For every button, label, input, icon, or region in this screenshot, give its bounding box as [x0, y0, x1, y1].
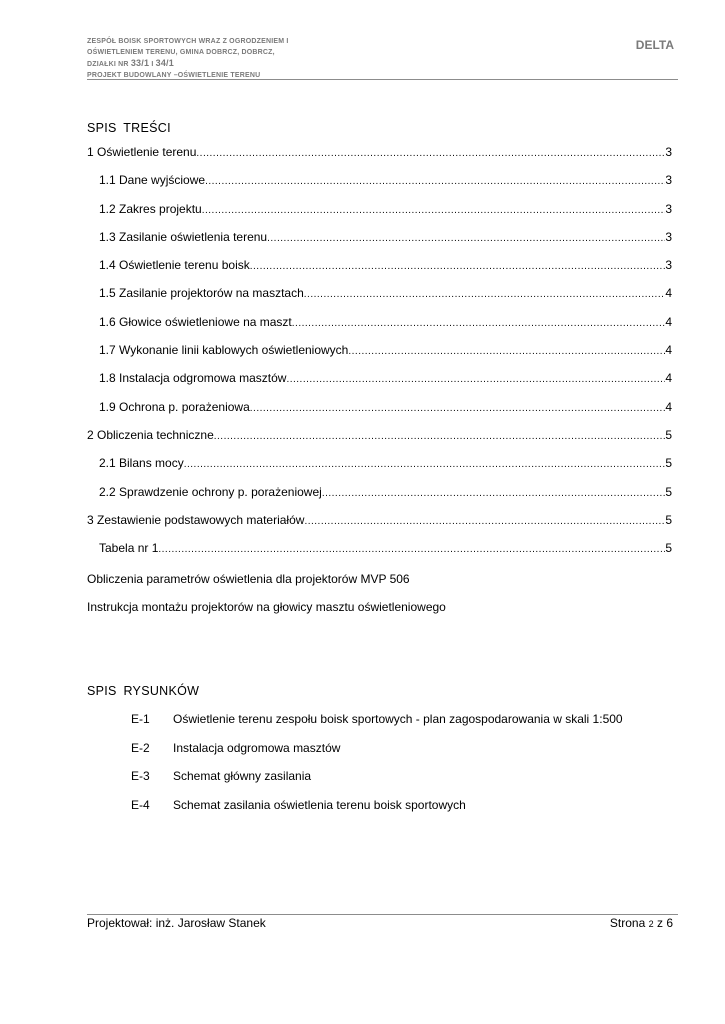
header-line-4: PROJEKT BUDOWLANY –OŚWIETLENIE TERENU	[87, 72, 261, 79]
toc-title: SPIS TREŚCI	[87, 121, 171, 135]
header-plot-label: DZIAŁKI NR	[87, 61, 129, 68]
toc-entry-page: 4	[665, 286, 672, 301]
header-line-1: ZESPÓŁ BOISK SPORTOWYCH WRAZ Z OGRODZENIEM I	[87, 38, 289, 45]
page-header	[87, 36, 678, 81]
header-divider	[87, 79, 678, 80]
toc-entry-page: 5	[665, 456, 672, 471]
toc-leader	[184, 459, 666, 470]
figure-title: Schemat zasilania oświetlenia terenu boisk sportowych	[173, 797, 466, 812]
toc-entry	[87, 343, 672, 371]
toc-leader	[205, 176, 665, 187]
figure-code: E-2	[131, 740, 150, 755]
page-separator: z	[656, 916, 663, 930]
figure-code: E-3	[131, 769, 150, 783]
toc-entry	[87, 371, 672, 399]
table-of-contents	[87, 145, 672, 569]
page-total: 6	[666, 916, 673, 930]
toc-leader	[292, 318, 666, 329]
figure-item	[131, 712, 623, 741]
figure-title: Oświetlenie terenu zespołu boisk sportowych - plan zagospodarowania w skali 1:500	[173, 712, 623, 726]
figure-title: Schemat główny zasilania	[173, 769, 312, 783]
header-line-2: OŚWIETLENIEM TERENU, GMINA DOBRCZ, DOBRCZ,	[87, 49, 275, 56]
toc-leader	[214, 431, 666, 442]
toc-extra-calculations: Obliczenia parametrów oświetlenia dla projektorów MVP 506	[87, 572, 410, 586]
toc-entry	[87, 173, 672, 201]
toc-entry-page: 3	[665, 201, 672, 216]
toc-entry-title: 2 Obliczenia techniczne	[87, 427, 214, 442]
header-line-3	[87, 58, 678, 70]
figure-code: E-1	[131, 712, 150, 726]
toc-entry-page: 3	[665, 145, 672, 159]
toc-entry-title: 3 Zestawienie podstawowych materiałów	[87, 512, 305, 527]
toc-entry-title: 1.4 Oświetlenie terenu boisk	[99, 258, 250, 273]
toc-entry-page: 5	[665, 484, 672, 499]
toc-entry	[87, 286, 672, 314]
toc-entry-title: 1.6 Głowice oświetleniowe na maszt	[99, 314, 292, 329]
toc-entry-page: 4	[665, 399, 672, 414]
figures-list	[131, 712, 623, 826]
toc-entry-title: 1.8 Instalacja odgromowa masztów	[99, 371, 287, 386]
header-plot-and: I	[151, 61, 154, 68]
toc-entry-title: 1.7 Wykonanie linii kablowych oświetleniowych	[99, 343, 349, 358]
toc-entry	[87, 541, 672, 569]
toc-leader	[250, 261, 666, 272]
toc-leader	[304, 516, 665, 527]
footer-divider	[87, 914, 678, 915]
toc-entry-title: 2.2 Sprawdzenie ochrony p. porażeniowej	[99, 484, 322, 499]
toc-entry-title: 1.1 Dane wyjściowe	[99, 173, 206, 188]
toc-entry-title: 1.2 Zakres projektu	[99, 201, 202, 216]
toc-entry	[87, 258, 672, 286]
toc-leader	[286, 374, 665, 385]
toc-entry-page: 4	[665, 371, 672, 386]
toc-entry-title: 1.3 Zasilanie oświetlenia terenu	[99, 229, 268, 244]
page-label: Strona	[609, 916, 646, 930]
figure-title: Instalacja odgromowa masztów	[173, 740, 341, 755]
toc-entry	[87, 230, 672, 258]
toc-leader	[250, 403, 666, 414]
toc-leader	[304, 289, 666, 300]
toc-entry-title: Tabela nr 1	[99, 541, 159, 556]
page-current: 2	[648, 919, 654, 929]
figure-item	[131, 769, 623, 798]
toc-entry	[87, 400, 672, 428]
toc-leader	[348, 346, 665, 357]
toc-entry-title: 1 Oświetlenie terenu	[87, 145, 197, 159]
toc-entry	[87, 485, 672, 513]
figure-code: E-4	[131, 797, 150, 812]
toc-leader	[267, 233, 665, 244]
toc-leader	[202, 205, 666, 216]
toc-leader	[158, 544, 665, 555]
figure-item	[131, 798, 623, 827]
toc-entry-title: 2.1 Bilans mocy	[99, 456, 184, 471]
footer-page-number	[610, 916, 673, 930]
figures-title: SPIS RYSUNKÓW	[87, 684, 200, 698]
toc-entry-page: 5	[665, 541, 672, 556]
toc-entry-page: 4	[665, 314, 672, 329]
toc-entry-title: 1.5 Zasilanie projektorów na masztach	[99, 286, 304, 301]
header-plot-1: 33/1	[130, 58, 150, 68]
toc-extra-instructions: Instrukcja montażu projektorów na głowicy masztu oświetleniowego	[87, 600, 446, 614]
header-plot-2: 34/1	[155, 58, 174, 68]
toc-entry-page: 3	[665, 258, 672, 273]
figure-item	[131, 741, 623, 770]
toc-entry-page: 4	[665, 343, 672, 358]
toc-entry-page: 3	[665, 229, 672, 244]
toc-entry	[87, 315, 672, 343]
toc-entry	[87, 513, 672, 541]
toc-entry-page: 5	[665, 512, 672, 527]
toc-entry-page: 3	[665, 173, 672, 188]
footer-designer: Projektował: inż. Jarosław Stanek	[87, 916, 266, 930]
brand-name: DELTA	[635, 38, 674, 52]
toc-entry-title: 1.9 Ochrona p. porażeniowa	[99, 399, 250, 414]
toc-leader	[196, 148, 665, 159]
toc-leader	[322, 488, 666, 499]
toc-entry	[87, 456, 672, 484]
toc-entry	[87, 145, 672, 173]
toc-entry	[87, 202, 672, 230]
toc-entry	[87, 428, 672, 456]
toc-entry-page: 5	[665, 427, 672, 442]
